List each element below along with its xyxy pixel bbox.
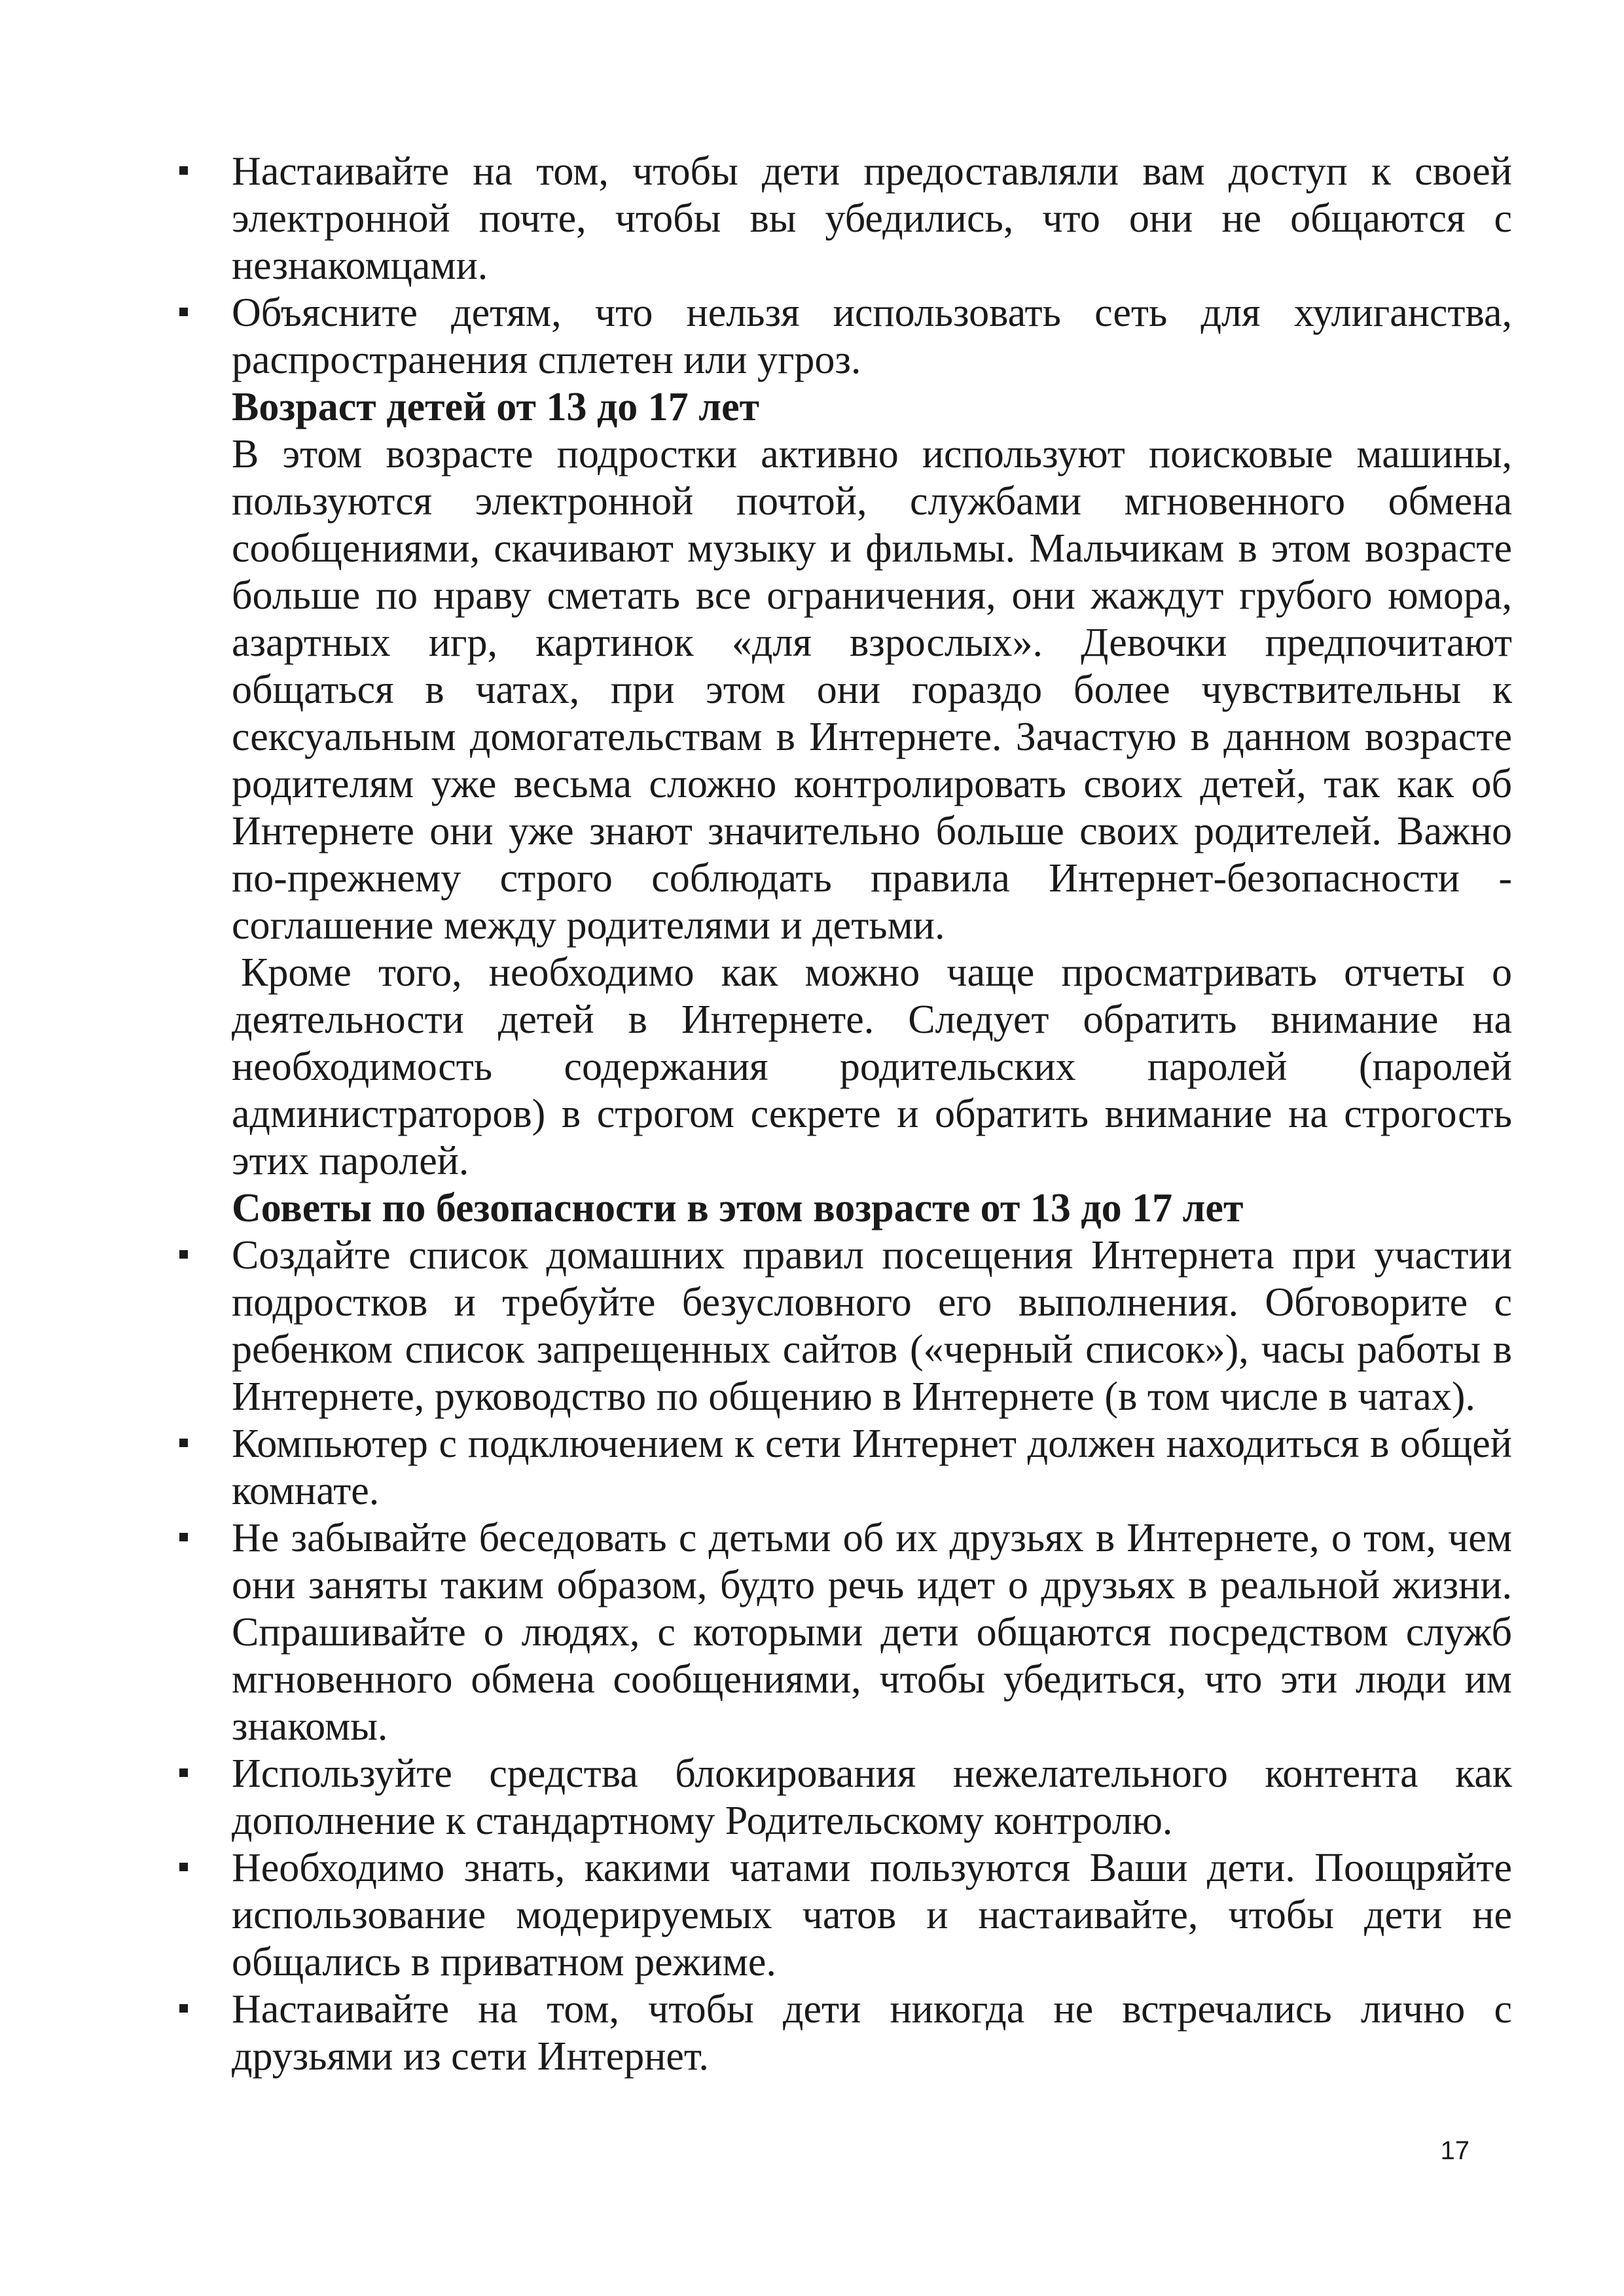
bullet-text: Создайте список домашних правил посещения Интернета при участии подростков и требуйте безусловного его выполнения. Обговорите с ребенком список запрещенных сайтов («черный список»), часы работы в Интернете, руководство по общению в Интернете (в том числе в чатах). (232, 1233, 1512, 1419)
bullet-text: Компьютер с подключением к сети Интернет должен находиться в общей комнате. (232, 1422, 1512, 1513)
bullet-icon (179, 1768, 188, 1777)
bullet-icon (179, 166, 188, 175)
bullet-icon (179, 1863, 188, 1871)
bullet-item (177, 1420, 1512, 1515)
bullet-icon (179, 308, 188, 316)
bullet-item (177, 289, 1512, 384)
bullet-text: Настаивайте на том, чтобы дети предоставляли вам доступ к своей электронной почте, чтобы вы убедились, что они не общаются с незнакомцами. (232, 149, 1512, 288)
page-number: 17 (1440, 2136, 1470, 2165)
bullet-text: Объясните детям, что нельзя использовать сеть для хулиганства, распространения сплетен или угроз. (232, 291, 1512, 382)
section-heading-age: Возраст детей от 13 до 17 лет (232, 385, 760, 429)
bullet-icon (179, 1250, 188, 1259)
bullet-item (177, 1750, 1512, 1844)
bullet-item (177, 1232, 1512, 1420)
paragraph-age-description: В этом возрасте подростки активно используют поисковые машины, пользуются электронной почтой, службами мгновенного обмена сообщениями, скачивают музыку и фильмы. Мальчикам в этом возрасте больше по нраву сметать все ограничения, они жаждут грубого юмора, азартных игр, картинок «для взрослых». Девочки предпочитают общаться в чатах, при этом они гораздо более чувствительны к сексуальным домогательствам в Интернете. Зачастую в данном возрасте родителям уже весьма сложно контролировать своих детей, так как об Интернете они уже знают значительно больше своих родителей. Важно по-прежнему строго соблюдать правила Интернет-безопасности - соглашение между родителями и детьми. (232, 432, 1512, 948)
bullet-item (177, 1844, 1512, 1986)
section-heading-tips: Советы по безопасности в этом возрасте от 13 до 17 лет (232, 1186, 1244, 1230)
bullet-text: Необходимо знать, какими чатами пользуются Ваши дети. Поощряйте использование модерируемых чатов и настаивайте, чтобы дети не общались в приватном режиме. (232, 1846, 1512, 1984)
bullet-icon (179, 1533, 188, 1541)
bullet-text: Используйте средства блокирования нежелательного контента как дополнение к стандартному Родительскому контролю. (232, 1751, 1512, 1843)
bullet-item (177, 148, 1512, 289)
bullet-icon (179, 2004, 188, 2013)
bullet-item (177, 1515, 1512, 1750)
bullet-text: Настаивайте на том, чтобы дети никогда не встречались лично с друзьями из сети Интернет. (232, 1987, 1512, 2079)
page-content (177, 148, 1512, 2080)
paragraph-parental-passwords: Кроме того, необходимо как можно чаще просматривать отчеты о деятельности детей в Интернете. Следует обратить внимание на необходимость содержания родительских паролей (паролей администраторов) в строгом секрете и обратить внимание на строгость этих паролей. (232, 950, 1512, 1183)
bullet-icon (179, 1439, 188, 1447)
bullet-item (177, 1986, 1512, 2080)
bullet-text: Не забывайте беседовать с детьми об их друзьях в Интернете, о том, чем они заняты таким образом, будто речь идет о друзьях в реальной жизни. Спрашивайте о людях, с которыми дети общаются посредством служб мгновенного обмена сообщениями, чтобы убедиться, что эти люди им знакомы. (232, 1516, 1512, 1749)
